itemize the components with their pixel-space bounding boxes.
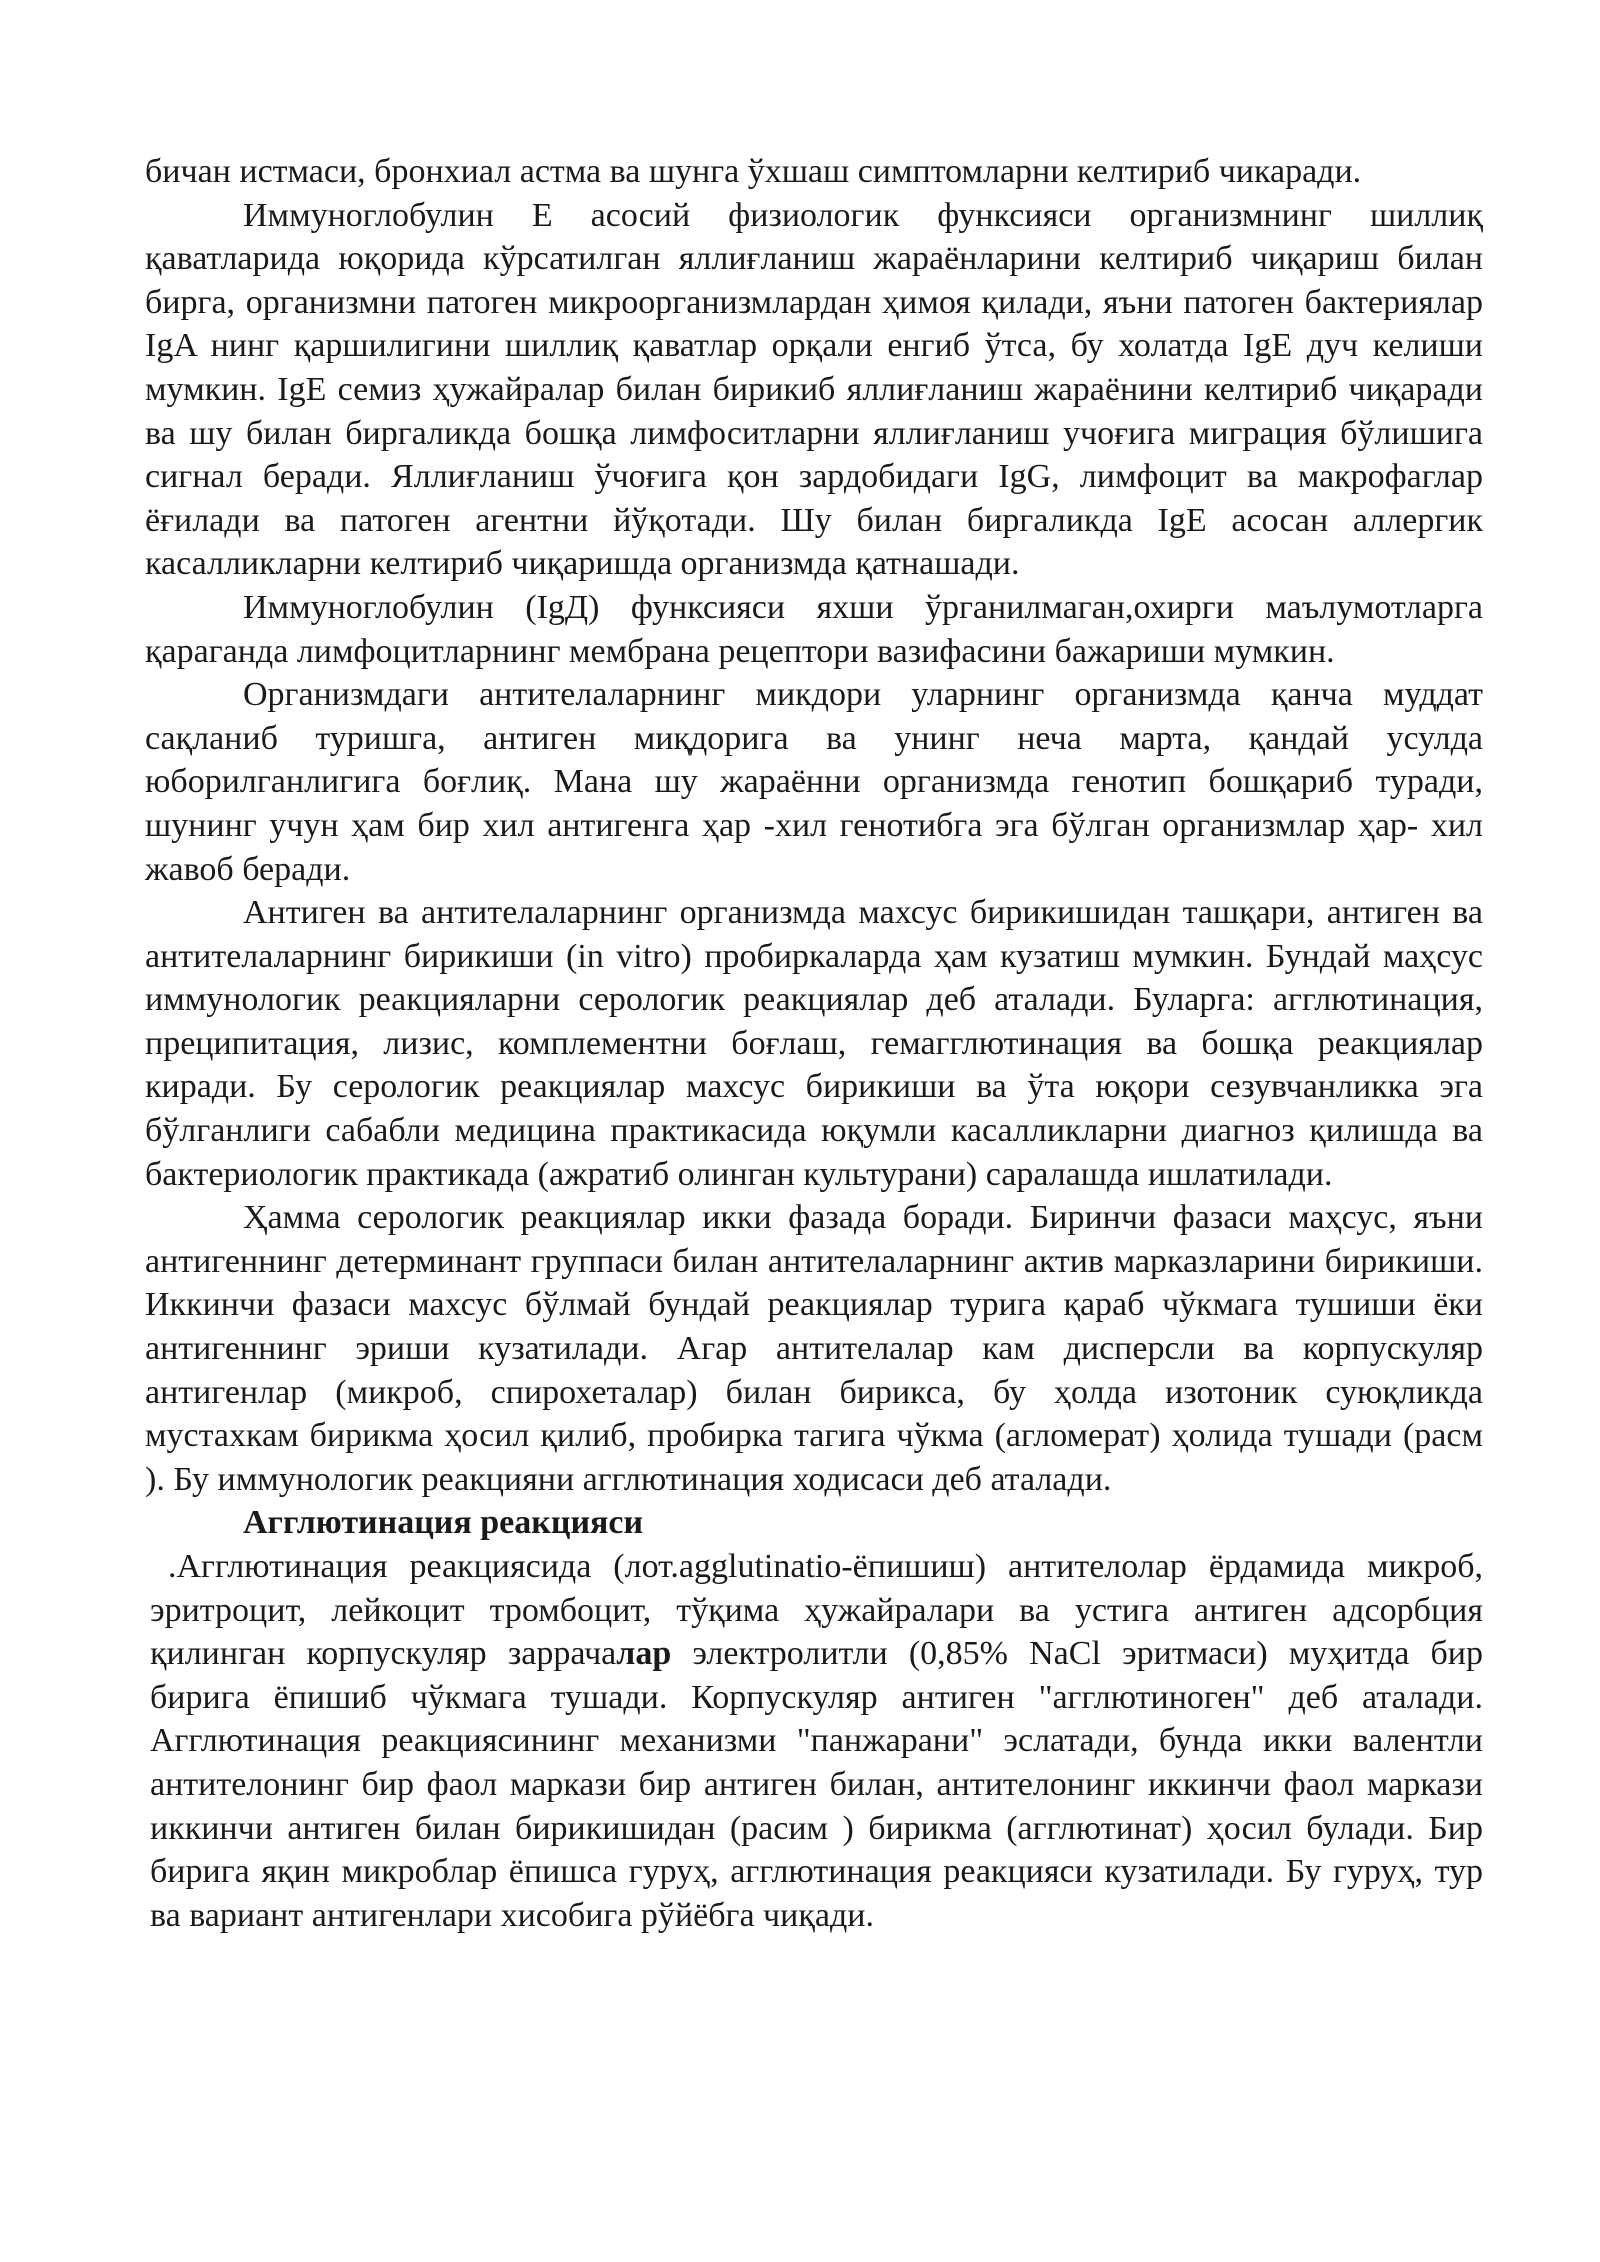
paragraph-antibody-amount: Организмдаги антителаларнинг микдори уларнинг организмда қанча муддат сақланиб туришга, антиген миқдорига ва унинг неча марта, қандай усулда юборилганлигига боғлиқ. Мана шу жараённи организмда генотип бошқариб туради, шунинг учун ҳам бир хил антигенга ҳар -хил генотибга эга бўлган организмлар ҳар- хил жавоб беради. [145, 676, 1483, 888]
paragraph-reaction-phases: Ҳамма серологик реакциялар икки фазада боради. Биринчи фазаси маҳсус, яъни антигеннинг детерминант группаси билан антителаларнинг актив марказларини бирикиши. Иккинчи фазаси махсус бўлмай бундай реакциялар турига қараб чўкмага тушиши ёки антигеннинг эриши кузатилади. Агар антителалар кам дисперсли ва корпускуляр антигенлар (микроб, спирохеталар) билан бирикса, бу ҳолда изотоник суюқликда мустахкам бирикма ҳосил қилиб, пробирка тагига чўкма (агломерат) ҳолида тушади (расм ). Бу иммунологик реакцияни агглютинация ходисаси деб аталади. [145, 1199, 1483, 1498]
section-agglutination-body [145, 1545, 1483, 1937]
document-page [145, 150, 1483, 1937]
paragraph-agglutination-bold: лар [616, 1635, 672, 1673]
paragraph-agglutination [150, 1545, 1483, 1937]
paragraph-agglutination-part-2: электролитли (0,85% NaCl эритмаси) муҳитда бир бирига ёпишиб чўкмага тушади. Корпускуляр антиген "агглютиноген" деб аталади. Агглютинация реакциясининг механизми "панжарани" эслатади, бунда икки валентли антителонинг бир фаол маркази бир антиген билан, антителонинг иккинчи фаол маркази иккинчи антиген билан бирикишидан (расим ) бирикма (агглютинат) ҳосил булади. Бир бирига яқин микроблар ёпишса гуруҳ, агглютинация реакцияси кузатилади. Бу гуруҳ, тур ва вариант антигенлари хисобига рўйёбга чиқади. [150, 1635, 1483, 1934]
paragraph-1: бичан истмаси, бронхиал астма ва шунга ўхшаш симптомларни келтириб чикаради. [145, 153, 1362, 190]
section-heading-agglutination: Агглютинация реакцияси [243, 1504, 644, 1542]
paragraph-serologic-reactions: Антиген ва антителаларнинг организмда махсус бирикишидан ташқари, антиген ва антителаларнинг бирикиши (in vitro) пробиркаларда ҳам кузатиш мумкин. Бундай маҳсус иммунологик реакцияларни серологик реакциялар деб аталади. Буларга: агглютинация, преципитация, лизис, комплементни боғлаш, гемагглютинация ва бошқа реакциялар киради. Бу серологик реакциялар махсус бирикиши ва ўта юқори сезувчанликка эга бўлганлиги сабабли медицина практикасида юқумли касалликларни диагноз қилишда ва бактериологик практикада (ажратиб олинган культурани) саралашда ишлатилади. [145, 894, 1483, 1193]
paragraph-ige-function: Иммуноглобулин Е асосий физиологик функсияси организмнинг шиллиқ қаватларида юқорида кўрсатилган яллиғланиш жараёнларини келтириб чиқариш билан бирга, организмни патоген микроорганизмлардан ҳимоя қилади, яъни патоген бактериялар IgA нинг қаршилигини шиллиқ қаватлар орқали енгиб ўтса, бу холатда IgE дуч келиши мумкин. IgE семиз ҳужайралар билан бирикиб яллиғланиш жараёнини келтириб чиқаради ва шу билан биргаликда бошқа лимфоситларни яллиғланиш учоғига миграция бўлишига сигнал беради. Яллиғланиш ўчоғига қон зардобидаги IgG, лимфоцит ва макрофаглар ёғилади ва патоген агентни йўқотади. Шу билан биргаликда IgE асосан аллергик касалликларни келтириб чиқаришда организмда қатнашади. [145, 196, 1483, 583]
paragraph-igd-function: Иммуноглобулин (IgД) функсияси яхши ўрганилмаган,охирги маълумотларга қараганда лимфоцитларнинг мембрана рецептори вазифасини бажариши мумкин. [145, 588, 1483, 670]
paragraph-agglutination-part-1: .Агглютинация реакциясида (лот.agglutinatio-ёпишиш) антителолар ёрдамида микроб, эритроцит, лейкоцит тромбоцит, тўқима ҳужайралари ва устига антиген адсорбция қилинган корпускуляр заррача [150, 1548, 1483, 1673]
